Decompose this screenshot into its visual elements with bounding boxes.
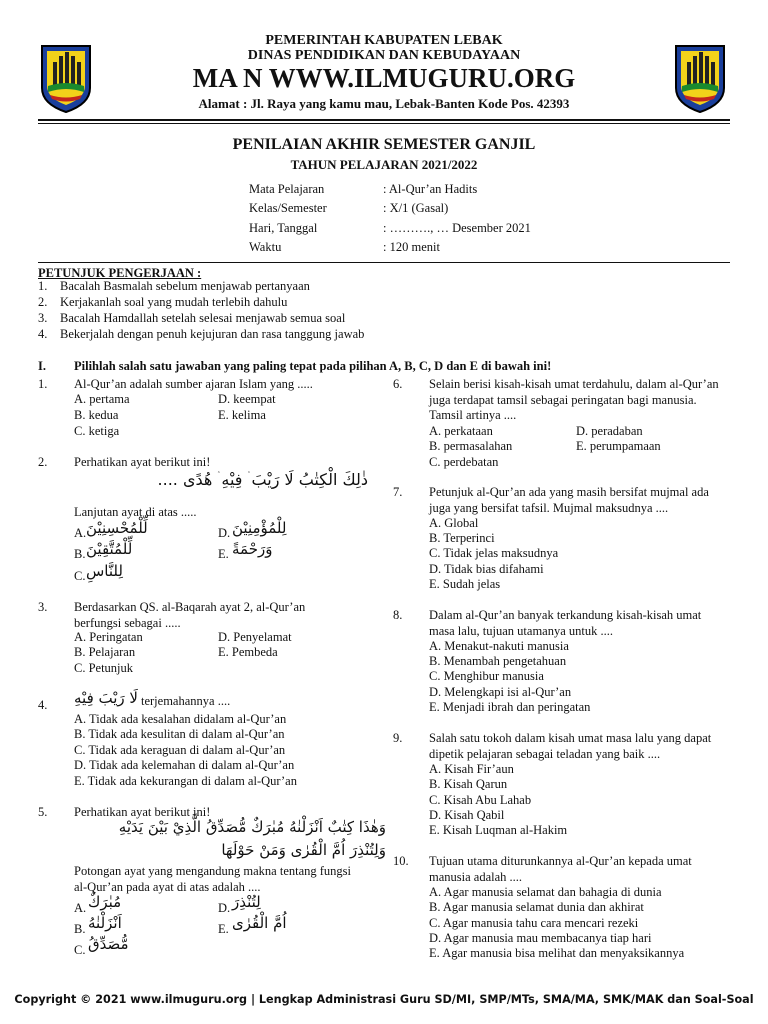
option-b: B. Terperinci (429, 531, 495, 545)
question-text: Al-Qur’an adalah sumber ajaran Islam yang ..... (74, 377, 313, 391)
instruction-text: Kerjakanlah soal yang mudah terlebih dahulu (60, 295, 288, 309)
question-number: 9. (393, 731, 403, 745)
info-label: Mata Pelajaran (249, 182, 325, 196)
option-c: C. perdebatan (429, 455, 499, 469)
option-a: لِّلْمُحْسِنِيْنَ (86, 519, 148, 537)
question-number: 5. (38, 805, 48, 819)
question-number: 2. (38, 455, 48, 469)
option-e: E. Menjadi ibrah dan peringatan (429, 700, 591, 714)
option-c: C. Tidak ada keraguan di dalam al-Qur’an (74, 743, 286, 757)
option-d: D. Tidak bias difahami (429, 562, 544, 576)
option-e: E. Agar manusia bisa melihat dan menyaksikannya (429, 946, 685, 960)
letterhead-rule-thick (38, 119, 730, 121)
option-c: C. ketiga (74, 424, 120, 438)
letterhead-rule-thin (38, 123, 730, 124)
copyright-footer: Copyright © 2021 www.ilmuguru.org | Lengkap Administrasi Guru SD/MI, SMP/MTs, SMA/MA, SMK/MAK dan Soal-Soal (14, 993, 754, 1006)
quran-verse-line-2: وَلِتُنْذِرَ اُمَّ الْقُرٰى وَمَنْ حَوْلَهَا (221, 841, 386, 859)
instruction-text: Bacalah Basmalah sebelum menjawab pertanyaan (60, 279, 310, 293)
question-text: Petunjuk al-Qur’an ada yang masih bersifat mujmal ada juga yang bersifat tafsil. Mujmal maksudnya .... (429, 485, 709, 515)
option-e: اُمَّ الْقُرٰى (232, 914, 287, 932)
option-d: D. keempat (218, 392, 276, 406)
info-divider (38, 262, 730, 263)
option-a: A. Kisah Fir’aun (429, 762, 514, 776)
info-value: : 120 menit (383, 240, 440, 254)
info-label: Hari, Tanggal (249, 221, 318, 235)
instruction-text: Bekerjalah dengan penuh kejujuran dan rasa tanggung jawab (60, 327, 365, 341)
option-c: C. Tidak jelas maksudnya (429, 546, 559, 560)
option-d: D. peradaban (576, 424, 643, 438)
school-name: MA N WWW.ILMUGURU.ORG (192, 63, 576, 93)
option-a-label: A. (74, 901, 87, 915)
option-b: لِّلْمُتَّقِيْنَ (86, 540, 133, 558)
info-value: : X/1 (Gasal) (383, 201, 449, 215)
option-b: B. Pelajaran (74, 645, 136, 659)
question-text: Salah satu tokoh dalam kisah umat masa lalu yang dapat dipetik pelajaran sebagai teladan yang baik .... (429, 731, 712, 761)
option-d: D. Agar manusia mau membacanya tiap hari (429, 931, 652, 945)
question-text: Berdasarkan QS. al-Baqarah ayat 2, al-Qur’an berfungsi sebagai ..... (74, 600, 306, 630)
question-text: Perhatikan ayat berikut ini! (74, 455, 211, 469)
quran-verse: ذٰلِكَ الْكِتٰبُ لَا رَيْبَ ۛ فِيْهِ ۛ هُدًى .... (157, 470, 368, 489)
section-number: I. (38, 359, 46, 373)
option-c-label: C. (74, 569, 86, 583)
question-text: Dalam al-Qur’an banyak terkandung kisah-kisah umat masa lalu, tujuan utamanya untuk .... (429, 608, 702, 638)
instruction-number: 3. (38, 311, 48, 325)
section-instruction: Pilihlah salah satu jawaban yang paling tepat pada pilihan A, B, C, D dan E di bawah ini! (74, 359, 552, 373)
option-a: A. perkataan (429, 424, 493, 438)
quran-verse: لَا رَيْبَ فِيْهِ (74, 689, 138, 707)
info-label: Waktu (249, 240, 282, 254)
option-b: B. kedua (74, 408, 119, 422)
exam-title: PENILAIAN AKHIR SEMESTER GANJIL (232, 136, 536, 153)
question-number: 7. (393, 485, 403, 499)
instruction-number: 1. (38, 279, 48, 293)
quran-verse-line-1: وَهٰذَا كِتٰبٌ اَنْزَلْنٰهُ مُبٰرَكٌ مُّصَدِّقُ الَّذِيْ بَيْنَ يَدَيْهِ (118, 818, 386, 836)
option-d: D. Kisah Qabil (429, 808, 505, 822)
instructions-title: PETUNJUK PENGERJAAN : (38, 266, 202, 280)
instruction-text: Bacalah Hamdallah setelah selesai menjawab semua soal (60, 311, 346, 325)
question-number: 3. (38, 600, 48, 614)
option-e: E. Tidak ada kekurangan di dalam al-Qur’an (74, 774, 297, 788)
info-value: : Al-Qur’an Hadits (383, 182, 478, 196)
option-e-label: E. (218, 922, 229, 936)
option-a: A. Peringatan (74, 630, 143, 644)
school-address: Alamat : Jl. Raya yang kamu mau, Lebak-Banten Kode Pos. 42393 (198, 96, 570, 111)
option-e-label: E. (218, 547, 229, 561)
option-b: B. permasalahan (429, 439, 513, 453)
option-c-label: C. (74, 943, 86, 957)
option-c: لِلنَّاسِ (86, 562, 123, 580)
info-value: : ………., … Desember 2021 (383, 221, 531, 235)
question-text: Selain berisi kisah-kisah umat terdahulu, dalam al-Qur’an juga terdapat tamsil sebagai peringatan bagi manusia. Tamsil artinya .... (429, 377, 719, 422)
option-c: C. Petunjuk (74, 661, 134, 675)
option-b-label: B. (74, 547, 86, 561)
option-b-label: B. (74, 922, 86, 936)
option-d: لِتُنْذِرَ (232, 893, 261, 911)
option-d: D. Melengkapi isi al-Qur’an (429, 685, 572, 699)
question-prompt: Potongan ayat yang mengandung makna tentang fungsi al-Qur’an pada ayat di atas adalah .... (74, 864, 352, 894)
option-c: C. Kisah Abu Lahab (429, 793, 532, 807)
option-a: A. Global (429, 516, 479, 530)
option-d: D. Penyelamat (218, 630, 292, 644)
question-prompt: Lanjutan ayat di atas ..... (74, 505, 197, 519)
option-b: B. Tidak ada kesulitan di dalam al-Qur’an (74, 727, 285, 741)
question-number: 4. (38, 698, 48, 712)
option-c: C. Menghibur manusia (429, 669, 544, 683)
option-a: A. Menakut-nakuti manusia (429, 639, 569, 653)
instruction-number: 4. (38, 327, 48, 341)
question-number: 8. (393, 608, 403, 622)
question-text: Tujuan utama diturunkannya al-Qur’an kepada umat manusia adalah .... (429, 854, 692, 884)
government-name: PEMERINTAH KABUPATEN LEBAK (265, 33, 503, 48)
question-text: Perhatikan ayat berikut ini! (74, 805, 211, 819)
option-b: B. Menambah pengetahuan (429, 654, 567, 668)
option-a: A. Agar manusia selamat dan bahagia di dunia (429, 885, 662, 899)
question-number: 1. (38, 377, 48, 391)
option-e: E. perumpamaan (576, 439, 661, 453)
instruction-number: 2. (38, 295, 48, 309)
option-b: اَنْزَلْنٰهُ (88, 914, 122, 932)
department-name: DINAS PENDIDIKAN DAN KEBUDAYAAN (247, 48, 521, 63)
option-e: E. Kisah Luqman al-Hakim (429, 823, 568, 837)
option-d-label: D. (218, 526, 231, 540)
option-b: B. Kisah Qarun (429, 777, 508, 791)
option-e: وَرَحْمَةً (232, 540, 273, 558)
option-d: لِلْمُؤْمِنِيْنَ (232, 519, 287, 537)
option-e: E. kelima (218, 408, 266, 422)
option-a: A. pertama (74, 392, 130, 406)
option-a: مُبٰرَكٌ (88, 893, 122, 911)
option-d: D. Tidak ada kelemahan di dalam al-Qur’an (74, 758, 295, 772)
option-c: مُّصَدِّقُ (88, 935, 129, 953)
info-label: Kelas/Semester (249, 201, 327, 215)
option-e: E. Pembeda (218, 645, 278, 659)
option-a: A. Tidak ada kesalahan didalam al-Qur’an (74, 712, 287, 726)
exam-year: TAHUN PELAJARAN 2021/2022 (290, 157, 478, 172)
option-c: C. Agar manusia tahu cara mencari rezeki (429, 916, 639, 930)
option-e: E. Sudah jelas (429, 577, 501, 591)
question-number: 10. (393, 854, 409, 868)
question-text: terjemahannya .... (141, 694, 231, 708)
option-a-label: A. (74, 526, 87, 540)
option-b: B. Agar manusia selamat dunia dan akhirat (429, 900, 644, 914)
option-d-label: D. (218, 901, 231, 915)
question-number: 6. (393, 377, 403, 391)
